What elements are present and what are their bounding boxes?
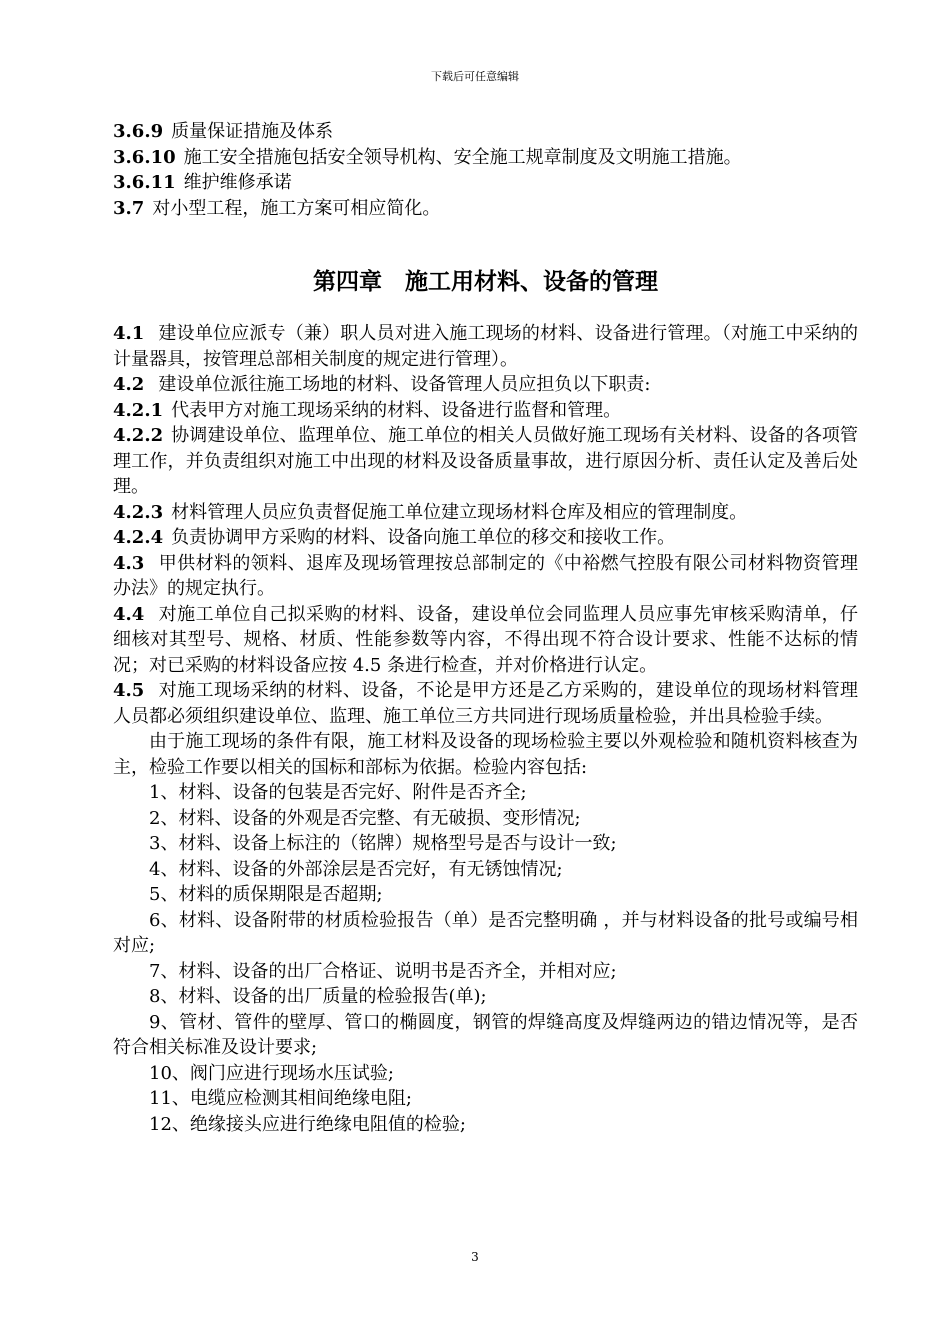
inspection-checklist — [113, 780, 858, 1137]
clause-3-6-10 — [113, 145, 858, 171]
clause-4-2 — [113, 372, 858, 398]
clause-4-2-2 — [113, 423, 858, 500]
clause-text: 维护维修承诺 — [183, 172, 292, 193]
list-item: 7、材料、设备的出厂合格证、说明书是否齐全，并相对应; — [149, 960, 617, 982]
clause-text: 质量保证措施及体系 — [171, 121, 334, 142]
clause-number: 3.6.10 — [113, 146, 176, 168]
clause-number: 3.6.9 — [113, 121, 164, 142]
list-item: 2、材料、设备的外观是否完整、有无破损、变形情况; — [149, 807, 581, 829]
clause-text: 材料管理人员应负责督促施工单位建立现场材料仓库及相应的管理制度。 — [171, 501, 748, 523]
clause-number: 4.5 — [113, 680, 145, 701]
clause-number: 4.4 — [113, 603, 145, 625]
clause-4-4 — [113, 602, 858, 679]
clause-text: 建设单位派往施工场地的材料、设备管理人员应担负以下职责: — [158, 374, 651, 395]
clause-text: 对施工单位自己拟采购的材料、设备，建设单位会同监理人员应事先审核采购清单，仔细核对其型号、规格、材质、性能参数等内容，不得出现不符合设计要求、性能不达标的情况；对已采购的材料设备应按 4.5 条进行检查，并对价格进行认定。 — [113, 603, 858, 676]
clause-3-6-9 — [113, 119, 858, 145]
page-header-note: 下载后可任意编辑 — [431, 70, 519, 83]
clause-number: 4.2.1 — [113, 399, 164, 421]
inspection-intro: 由于施工现场的条件有限，施工材料及设备的现场检验主要以外观检验和随机资料核查为主，检验工作要以相关的国标和部标为依据。检验内容包括: — [113, 731, 858, 778]
clause-number: 4.2 — [113, 374, 145, 395]
document-body — [113, 119, 858, 1137]
clause-4-5 — [113, 678, 858, 729]
clause-number: 4.2.4 — [113, 527, 164, 548]
clause-number: 4.1 — [113, 323, 145, 344]
clause-4-2-3 — [113, 500, 858, 526]
clause-text: 建设单位应派专（兼）职人员对进入施工现场的材料、设备进行管理。（对施工中采纳的计量器具，按管理总部相关制度的规定进行管理）。 — [113, 323, 858, 370]
list-item: 9、管材、管件的壁厚、管口的椭圆度，钢管的焊缝高度及焊缝两边的错边情况等，是否符合相关标准及设计要求; — [113, 1011, 858, 1058]
clause-text: 甲供材料的领料、退库及现场管理按总部制定的《中裕燃气控股有限公司材料物资管理办法》的规定执行。 — [113, 552, 858, 599]
chapter-title: 第四章 施工用材料、设备的管理 — [313, 269, 658, 295]
list-item: 4、材料、设备的外部涂层是否完好，有无锈蚀情况; — [149, 858, 563, 880]
list-item: 8、材料、设备的出厂质量的检验报告(单); — [149, 986, 487, 1007]
clause-4-3 — [113, 551, 858, 602]
spacer — [113, 221, 858, 267]
clause-4-2-1 — [113, 398, 858, 424]
list-item: 11、电缆应检测其相间绝缘电阻; — [149, 1088, 412, 1109]
list-item: 5、材料的质保期限是否超期; — [149, 884, 383, 905]
list-item: 12、绝缘接头应进行绝缘电阻值的检验; — [149, 1113, 466, 1135]
clause-text: 代表甲方对施工现场采纳的材料、设备进行监督和管理。 — [171, 399, 622, 421]
clause-4-2-4 — [113, 525, 858, 551]
page-number: 3 — [471, 1250, 479, 1264]
clause-4-1 — [113, 321, 858, 372]
clause-text: 对施工现场采纳的材料、设备，不论是甲方还是乙方采购的，建设单位的现场材料管理人员都必须组织建设单位、监理、施工单位三方共同进行现场质量检验，并出具检验手续。 — [113, 680, 858, 727]
clause-text: 施工安全措施包括安全领导机构、安全施工规章制度及文明施工措施。 — [183, 146, 742, 168]
clause-number: 4.2.3 — [113, 501, 164, 523]
clause-text: 协调建设单位、监理单位、施工单位的相关人员做好施工现场有关材料、设备的各项管理工作，并负责组织对施工中出现的材料及设备质量事故，进行原因分析、责任认定及善后处理。 — [113, 425, 858, 497]
clause-3-6-11 — [113, 170, 858, 196]
list-item: 1、材料、设备的包装是否完好、附件是否齐全; — [149, 782, 527, 803]
clause-text: 负责协调甲方采购的材料、设备向施工单位的移交和接收工作。 — [171, 527, 676, 548]
list-item: 3、材料、设备上标注的（铭牌）规格型号是否与设计一致; — [149, 833, 617, 854]
clause-text: 对小型工程，施工方案可相应简化。 — [152, 197, 441, 219]
clause-number: 4.3 — [113, 552, 145, 574]
clause-number: 4.2.2 — [113, 425, 164, 446]
list-item: 6、材料、设备附带的材质检验报告（单）是否完整明确 ，并与材料设备的批号或编号相对应; — [113, 909, 858, 956]
clause-number: 3.6.11 — [113, 172, 176, 193]
clause-number: 3.7 — [113, 197, 145, 219]
list-item: 10、阀门应进行现场水压试验; — [149, 1062, 394, 1084]
clause-3-7 — [113, 196, 858, 222]
